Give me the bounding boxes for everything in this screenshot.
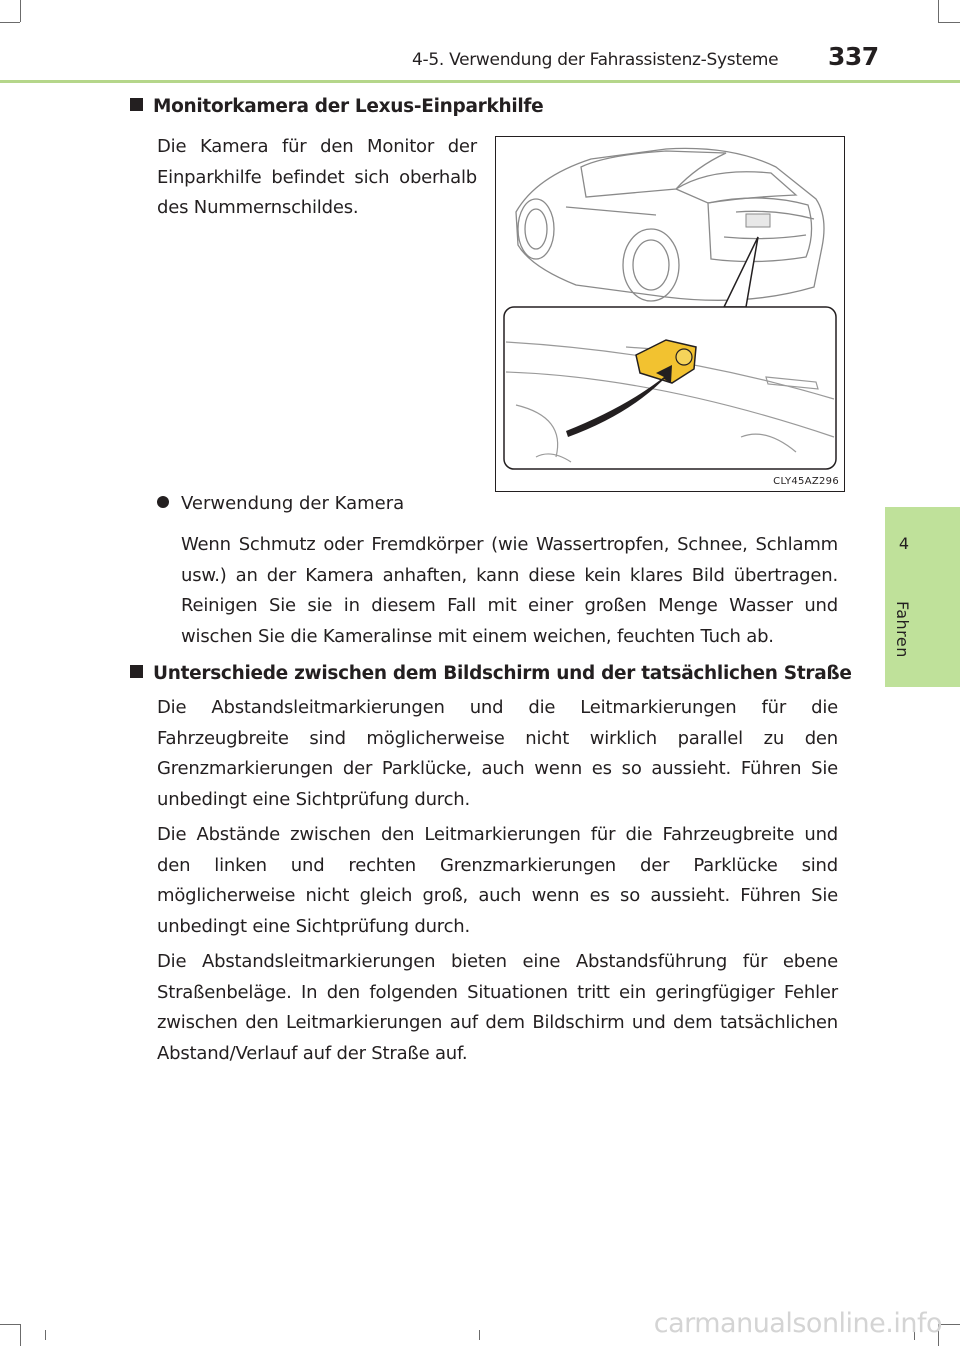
paragraph: Die Abstandsleitmarkierungen und die Leitmarkierungen für die Fahrzeugbreite sind möglicherweise nicht wirklich parallel zu den Grenzmarkierungen der Parklücke, auch wenn es so aussieht. Führen Sie unbedingt eine Sichtprüfung durch. — [157, 697, 838, 810]
crop-mark — [938, 22, 960, 23]
bullet-dot-icon — [157, 496, 169, 508]
square-bullet-icon — [130, 98, 143, 111]
section-title: 4-5. Verwendung der Fahrassistenz-Systeme — [412, 50, 779, 70]
heading-text: Unterschiede zwischen dem Bildschirm und der tatsächlichen Straße — [153, 663, 852, 684]
crop-mark — [20, 1324, 21, 1346]
watermark: carmanualsonline.info — [653, 1308, 942, 1339]
bullet-paragraph: Wenn Schmutz oder Fremdkörper (wie Wassertropfen, Schnee, Schlamm usw.) an der Kamera anhaften, kann diese kein klares Bild übertragen. Reinigen Sie sie in diesem Fall mit einer großen Menge Wasser und wischen Sie die Kameralinse mit einem weichen, feuchten Tuch ab. — [181, 534, 838, 647]
bullet-title — [157, 493, 404, 514]
header-rule — [0, 80, 960, 83]
figure-code: CLY45AZ296 — [773, 476, 839, 487]
camera-location-figure — [495, 136, 845, 492]
car-camera-illustration — [496, 137, 844, 491]
bullet-title-text: Verwendung der Kamera — [181, 493, 405, 514]
crop-mark — [20, 0, 21, 22]
page-number: 337 — [828, 42, 879, 71]
crop-mark — [45, 1330, 46, 1340]
crop-mark — [0, 22, 20, 23]
chapter-number: 4 — [898, 534, 910, 553]
heading-text: Monitorkamera der Lexus-Einparkhilfe — [153, 96, 544, 117]
chapter-label: Fahren — [893, 601, 912, 658]
crop-mark — [0, 1324, 20, 1325]
crop-mark — [479, 1330, 480, 1340]
crop-mark — [938, 0, 939, 22]
paragraph: Die Abstandsleitmarkierungen bieten eine Abstandsführung für ebene Straßenbeläge. In den folgenden Situationen tritt ein geringfügiger Fehler zwischen den Leitmarkierungen auf dem Bildschirm und dem tatsächlichen Abstand/Verlauf auf der Straße auf. — [157, 951, 838, 1064]
paragraph: Die Abstände zwischen den Leitmarkierungen für die Fahrzeugbreite und den linken und rechten Grenzmarkierungen der Parklücke sind möglicherweise nicht gleich groß, auch wenn es so aussieht. Führen Sie unbedingt eine Sichtprüfung durch. — [157, 824, 838, 937]
section-heading — [130, 663, 852, 684]
section-heading — [130, 96, 543, 117]
chapter-tab — [885, 507, 960, 687]
square-bullet-icon — [130, 665, 143, 678]
intro-paragraph: Die Kamera für den Monitor der Einparkhilfe befindet sich oberhalb des Nummernschildes. — [157, 136, 477, 218]
